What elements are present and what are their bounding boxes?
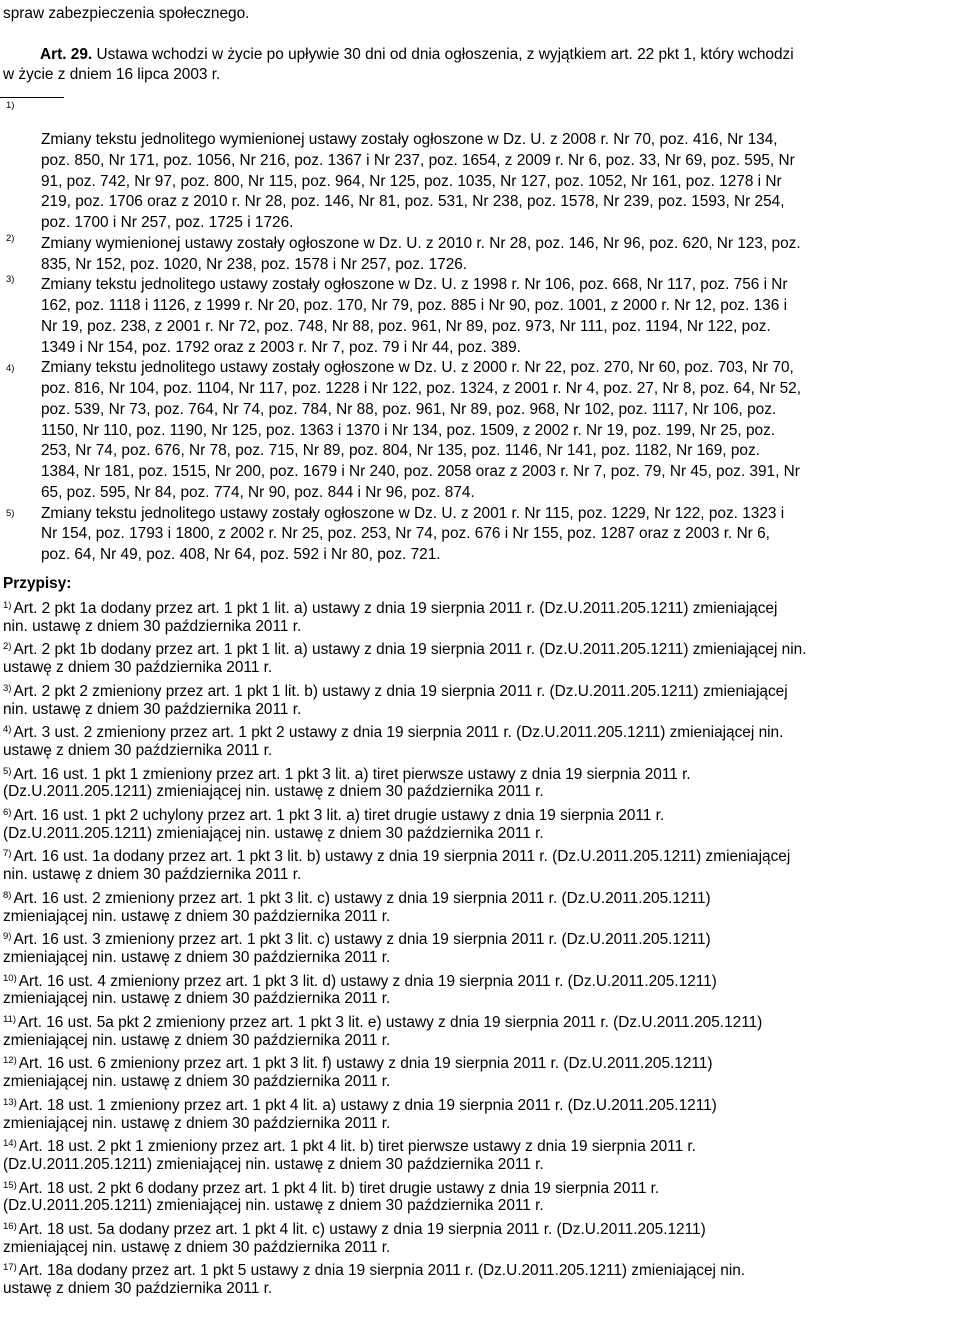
przypis-text: Art. 2 pkt 1a dodany przez art. 1 pkt 1 lit. a) ustawy z dnia 19 sierpnia 2011 r. (Dz.U.2011.205.1211) zmieniającej [13,600,778,617]
przypis-continuation: zmieniającej nin. ustawę z dniem 30 października 2011 r. [3,948,391,966]
przypis-text: Art. 18a dodany przez art. 1 pkt 5 ustawy z dnia 19 sierpnia 2011 r. (Dz.U.2011.205.1211) zmieniającej nin. [18,1262,746,1280]
footnote-line: poz. 816, Nr 104, poz. 1104, Nr 117, poz. 1228 i Nr 122, poz. 1324, z 2001 r. Nr 4, poz. 27, Nr 8, poz. 64, Nr 52, [41,380,801,397]
przypis-item [3,680,788,701]
przypisy-heading: Przypisy: [3,575,72,592]
przypis-continuation: (Dz.U.2011.205.1211) zmieniającej nin. ustawę z dniem 30 października 2011 r. [3,783,544,801]
przypis-text: Art. 2 pkt 2 zmieniony przez art. 1 pkt 1 lit. b) ustawy z dnia 19 sierpnia 2011 r. (Dz.U.2011.205.1211) zmieniającej [13,682,788,700]
article-29-line-1 [40,46,794,64]
przypis-item [3,887,711,908]
footnote-line: 835, Nr 152, poz. 1020, Nr 238, poz. 1578 i Nr 257, poz. 1726. [41,255,468,273]
przypis-marker: 6) [3,807,12,818]
przypis-marker: 14) [3,1138,17,1150]
przypis-item [3,970,717,991]
footnote-line: 219, poz. 1706 oraz z 2010 r. Nr 28, poz. 146, Nr 81, poz. 531, Nr 238, poz. 1578, Nr 239, poz. 1593, Nr 254, [41,193,785,211]
przypis-item [3,1052,713,1073]
przypis-marker: 16) [3,1221,17,1232]
footnote-line: 1384, Nr 181, poz. 1515, Nr 200, poz. 1679 i Nr 240, poz. 2058 oraz z 2003 r. Nr 7, poz. 79, Nr 45, poz. 391, Nr [41,463,800,480]
przypis-text: Art. 2 pkt 1b dodany przez art. 1 pkt 1 lit. a) ustawy z dnia 19 sierpnia 2011 r. (Dz.U.2011.205.1211) zmieniającej nin. [13,641,807,659]
przypis-continuation: ustawę z dniem 30 października 2011 r. [3,741,273,759]
przypis-text: Art. 18 ust. 2 pkt 6 dodany przez art. 1 pkt 4 lit. b) tiret drugie ustawy z dnia 19 sierpnia 2011 r. [18,1179,660,1197]
footnote-line: poz. 850, Nr 171, poz. 1056, Nr 216, poz. 1367 i Nr 237, poz. 1654, z 2009 r. Nr 6, poz. 33, Nr 69, poz. 595, Nr [41,151,795,169]
przypis-text: Art. 3 ust. 2 zmieniony przez art. 1 pkt 2 ustawy z dnia 19 sierpnia 2011 r. (Dz.U.2011.205.1211) zmieniającej nin. [13,724,784,742]
footnote-line: Nr 154, poz. 1793 i 1800, z 2002 r. Nr 25, poz. 253, Nr 74, poz. 676 i Nr 155, poz. 1287 oraz z 2003 r. Nr 6, [41,525,770,543]
przypis-marker: 3) [3,682,12,694]
intro-line: spraw zabezpieczenia społecznego. [3,5,250,22]
footnote-line: Zmiany tekstu jednolitego wymienionej ustawy zostały ogłoszone w Dz. U. z 2008 r. Nr 70, poz. 416, Nr 134, [41,131,778,148]
przypis-text: Art. 16 ust. 1 pkt 1 zmieniony przez art. 1 pkt 3 lit. a) tiret pierwsze ustawy z dnia 19 sierpnia 2011 r. [13,765,691,783]
footnote-line: Zmiany wymienionej ustawy zostały ogłoszone w Dz. U. z 2010 r. Nr 28, poz. 146, Nr 96, poz. 620, Nr 123, poz. [41,234,801,252]
footnote-line: Zmiany tekstu jednolitego ustawy zostały ogłoszone w Dz. U. z 2000 r. Nr 22, poz. 270, Nr 60, poz. 703, Nr 70, [41,359,794,377]
przypis-text: Art. 16 ust. 6 zmieniony przez art. 1 pkt 3 lit. f) ustawy z dnia 19 sierpnia 2011 r. (Dz.U.2011.205.1211) [18,1055,713,1073]
przypis-item [3,1259,745,1280]
footnote-line: poz. 64, Nr 49, poz. 408, Nr 64, poz. 592 i Nr 80, poz. 721. [41,546,441,563]
article-29-line-2: w życie z dniem 16 lipca 2003 r. [3,66,221,83]
przypis-marker: 7) [3,848,12,860]
przypis-continuation: zmieniającej nin. ustawę z dniem 30 października 2011 r. [3,990,391,1008]
przypis-marker: 8) [3,889,12,901]
footnote-marker: 4) [6,363,15,374]
footnote-line: 91, poz. 742, Nr 97, poz. 800, Nr 115, poz. 964, Nr 125, poz. 1035, Nr 127, poz. 1052, Nr 161, poz. 1278 i Nr [41,172,782,190]
przypis-text: Art. 16 ust. 1 pkt 2 uchylony przez art. 1 pkt 3 lit. a) tiret drugie ustawy z dnia 19 sierpnia 2011 r. [13,807,665,824]
przypis-item [3,804,664,825]
article-29-label: Art. 29. [40,46,93,63]
przypis-marker: 12) [3,1055,17,1067]
przypis-marker: 15) [3,1179,17,1191]
przypis-marker: 5) [3,765,12,777]
przypis-continuation: nin. ustawę z dniem 30 października 2011 r. [3,866,302,884]
footnote-marker: 3) [6,274,15,285]
przypis-continuation: (Dz.U.2011.205.1211) zmieniającej nin. ustawę z dniem 30 października 2011 r. [3,1197,544,1215]
footnote-line: Zmiany tekstu jednolitego ustawy zostały ogłoszone w Dz. U. z 1998 r. Nr 106, poz. 668, Nr 117, poz. 756 i Nr [41,276,788,294]
przypis-text: Art. 18 ust. 1 zmieniony przez art. 1 pkt 4 lit. a) ustawy z dnia 19 sierpnia 2011 r. (Dz.U.2011.205.1211) [18,1096,717,1114]
przypis-continuation: ustawę z dniem 30 października 2011 r. [3,659,273,677]
przypis-item [3,928,711,949]
przypis-continuation: zmieniającej nin. ustawę z dniem 30 października 2011 r. [3,1031,391,1049]
przypis-item [3,638,807,659]
przypis-item [3,1011,762,1032]
przypis-item [3,845,790,866]
przypis-marker: 11) [3,1014,17,1025]
przypis-item [3,1094,717,1115]
footnote-marker: 1) [6,100,15,111]
przypis-continuation: nin. ustawę z dniem 30 października 2011 r. [3,700,302,718]
przypis-marker: 9) [3,931,12,943]
footnote-line: Nr 19, poz. 238, z 2001 r. Nr 72, poz. 748, Nr 88, poz. 961, Nr 89, poz. 973, Nr 111, poz. 1194, Nr 122, poz. [41,317,771,335]
footnote-line: 162, poz. 1118 i 1126, z 1999 r. Nr 20, poz. 170, Nr 79, poz. 885 i Nr 90, poz. 1001, z 2000 r. Nr 12, poz. 136 i [41,297,788,314]
footnote-line: 1150, Nr 110, poz. 1190, Nr 125, poz. 1363 i 1370 i Nr 134, poz. 1509, z 2002 r. Nr 19, poz. 199, Nr 25, poz. [41,421,776,439]
przypis-continuation: zmieniającej nin. ustawę z dniem 30 października 2011 r. [3,1238,391,1256]
footnote-line: Zmiany tekstu jednolitego ustawy zostały ogłoszone w Dz. U. z 2001 r. Nr 115, poz. 1229, Nr 122, poz. 1323 i [41,504,785,522]
przypis-continuation: zmieniającej nin. ustawę z dniem 30 października 2011 r. [3,1114,391,1132]
przypis-continuation: zmieniającej nin. ustawę z dniem 30 października 2011 r. [3,907,391,925]
przypis-marker: 17) [3,1262,17,1274]
footnote-marker: 2) [6,233,15,244]
footnote-separator [0,97,64,98]
footnote-line: 65, poz. 595, Nr 84, poz. 774, Nr 90, poz. 844 i Nr 96, poz. 874. [41,483,475,501]
footnote-line: 253, Nr 74, poz. 676, Nr 78, poz. 715, Nr 89, poz. 804, Nr 135, poz. 1146, Nr 141, poz. 1182, Nr 169, poz. [41,442,760,460]
przypis-text: Art. 16 ust. 5a pkt 2 zmieniony przez art. 1 pkt 3 lit. e) ustawy z dnia 19 sierpnia 2011 r. (Dz.U.2011.205.1211) [18,1014,763,1031]
przypis-text: Art. 18 ust. 5a dodany przez art. 1 pkt 4 lit. c) ustawy z dnia 19 sierpnia 2011 r. (Dz.U.2011.205.1211) [18,1221,706,1238]
przypis-marker: 13) [3,1096,17,1108]
przypis-continuation: (Dz.U.2011.205.1211) zmieniającej nin. ustawę z dniem 30 października 2011 r. [3,1155,544,1173]
przypis-marker: 4) [3,724,12,736]
przypis-text: Art. 16 ust. 1a dodany przez art. 1 pkt 3 lit. b) ustawy z dnia 19 sierpnia 2011 r. (Dz.U.2011.205.1211) zmieniającej [13,848,791,866]
footnote-line: poz. 539, Nr 73, poz. 764, Nr 74, poz. 784, Nr 88, poz. 961, Nr 89, poz. 968, Nr 102, poz. 1117, Nr 106, poz. [41,400,777,418]
przypis-continuation: (Dz.U.2011.205.1211) zmieniającej nin. ustawę z dniem 30 października 2011 r. [3,824,544,842]
przypis-item [3,1177,659,1198]
article-29-text: Ustawa wchodzi w życie po upływie 30 dni od dnia ogłoszenia, z wyjątkiem art. 22 pkt 1, który wchodzi [92,46,794,63]
przypis-marker: 2) [3,641,12,653]
footnote-line: poz. 1700 i Nr 257, poz. 1725 i 1726. [41,214,294,231]
przypis-continuation: ustawę z dniem 30 października 2011 r. [3,1280,273,1298]
przypis-marker: 1) [3,600,12,611]
przypis-item [3,721,783,742]
przypis-item [3,763,691,784]
przypis-item [3,1135,696,1156]
przypis-text: Art. 16 ust. 3 zmieniony przez art. 1 pkt 3 lit. c) ustawy z dnia 19 sierpnia 2011 r. (Dz.U.2011.205.1211) [13,931,711,949]
przypis-text: Art. 18 ust. 2 pkt 1 zmieniony przez art. 1 pkt 4 lit. b) tiret pierwsze ustawy z dnia 19 sierpnia 2011 r. [18,1138,696,1156]
footnote-line: 1349 i Nr 154, poz. 1792 oraz z 2003 r. Nr 7, poz. 79 i Nr 44, poz. 389. [41,338,521,356]
przypis-item [3,597,777,618]
przypis-continuation: zmieniającej nin. ustawę z dniem 30 października 2011 r. [3,1073,391,1091]
footnote-marker: 5) [6,508,15,519]
przypis-continuation: nin. ustawę z dniem 30 października 2011 r. [3,617,302,635]
przypis-text: Art. 16 ust. 4 zmieniony przez art. 1 pkt 3 lit. d) ustawy z dnia 19 sierpnia 2011 r. (Dz.U.2011.205.1211) [18,972,717,990]
przypis-text: Art. 16 ust. 2 zmieniony przez art. 1 pkt 3 lit. c) ustawy z dnia 19 sierpnia 2011 r. (Dz.U.2011.205.1211) [13,889,711,907]
przypis-marker: 10) [3,972,17,984]
przypis-item [3,1218,706,1239]
